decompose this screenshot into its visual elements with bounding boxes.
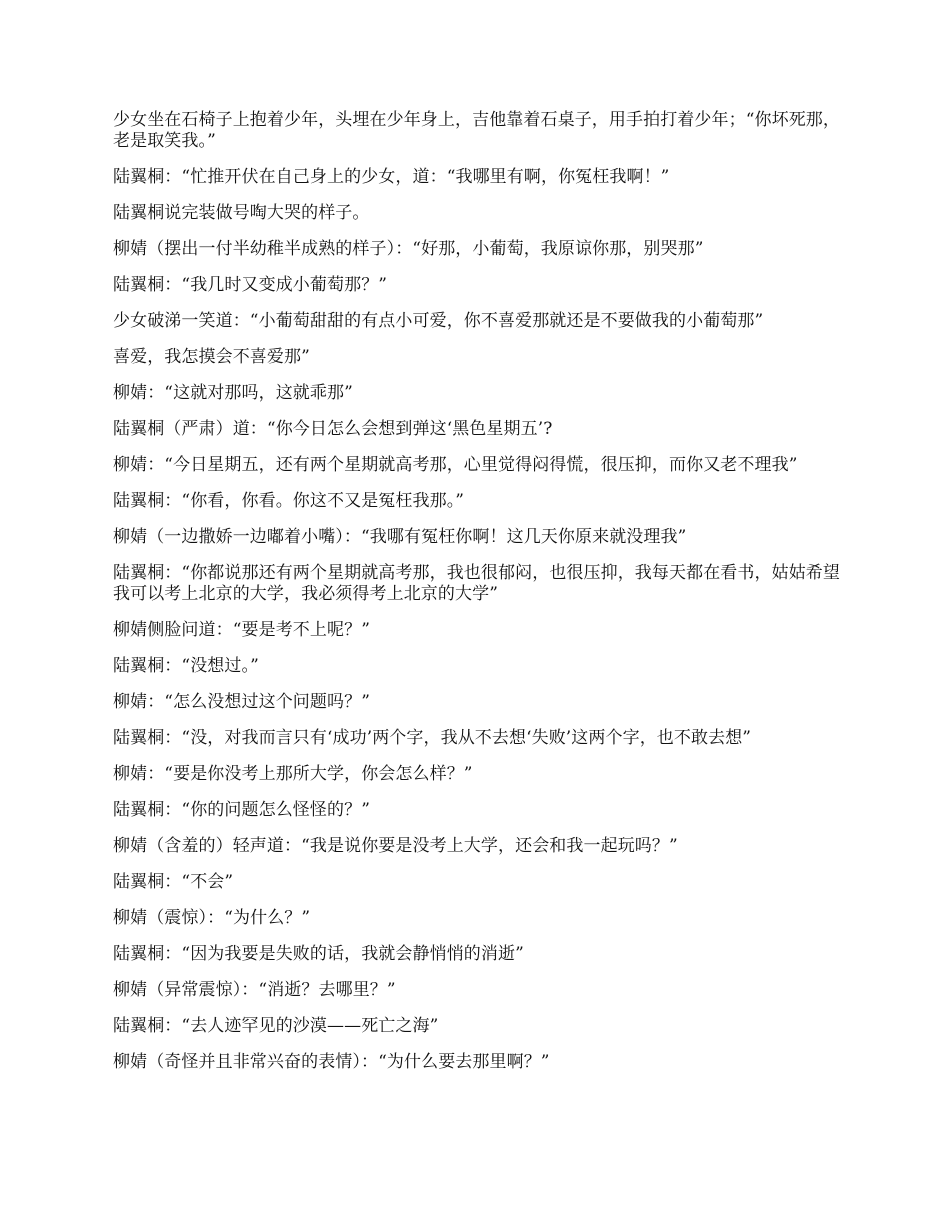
paragraph-17: 柳婧：“要是你没考上那所大学，你会怎么样？” bbox=[113, 764, 473, 784]
paragraph-12: 陆翼桐：“你都说那还有两个星期就高考那，我也很郁闷，也很压抑，我每天都在看书，姑姑希望我可以考上北京的大学，我必须得考上北京的大学” bbox=[113, 563, 840, 604]
paragraph-22: 陆翼桐：“因为我要是失败的话，我就会静悄悄的消逝” bbox=[113, 944, 524, 964]
paragraph-11: 柳婧（一边撒娇一边嘟着小嘴）：“我哪有冤枉你啊！这几天你原来就没理我” bbox=[113, 527, 687, 547]
paragraph-19: 柳婧（含羞的）轻声道：“我是说你要是没考上大学，还会和我一起玩吗？” bbox=[113, 836, 678, 856]
paragraph-6: 喜爱，我怎摸会不喜爱那” bbox=[113, 347, 310, 367]
paragraph-13: 柳婧侧脸问道：“要是考不上呢？” bbox=[113, 620, 370, 640]
paragraph-0: 少女坐在石椅子上抱着少年，头埋在少年身上，吉他靠着石桌子，用手拍打着少年；“你坏死那，老是取笑我。” bbox=[113, 110, 840, 151]
paragraph-8: 陆翼桐（严肃）道：“你今日怎么会想到弹这‘黑色星期五’? bbox=[113, 419, 553, 439]
paragraph-10: 陆翼桐：“你看，你看。你这不又是冤枉我那。” bbox=[113, 491, 465, 511]
paragraph-5: 少女破涕一笑道：“小葡萄甜甜的有点小可爱，你不喜爱那就还是不要做我的小葡萄那” bbox=[113, 311, 764, 331]
paragraph-7: 柳婧：“这就对那吗，这就乖那” bbox=[113, 383, 353, 403]
paragraph-20: 陆翼桐：“不会” bbox=[113, 872, 234, 892]
paragraph-16: 陆翼桐：“没，对我而言只有‘成功’两个字，我从不去想‘失败’这两个字，也不敢去想” bbox=[113, 728, 752, 748]
paragraph-14: 陆翼桐：“没想过。” bbox=[113, 656, 259, 676]
paragraph-18: 陆翼桐：“你的问题怎么怪怪的？” bbox=[113, 800, 370, 820]
paragraph-21: 柳婧（震惊）：“为什么？” bbox=[113, 908, 311, 928]
paragraph-25: 柳婧（奇怪并且非常兴奋的表情）：“为什么要去那里啊？” bbox=[113, 1052, 550, 1072]
paragraph-24: 陆翼桐：“去人迹罕见的沙漠——死亡之海” bbox=[113, 1016, 439, 1036]
paragraph-15: 柳婧：“怎么没想过这个问题吗？” bbox=[113, 692, 370, 712]
paragraph-2: 陆翼桐说完装做号啕大哭的样子。 bbox=[113, 203, 370, 223]
paragraph-3: 柳婧（摆出一付半幼稚半成熟的样子）：“好那，小葡萄，我原谅你那，别哭那” bbox=[113, 239, 704, 259]
paragraph-23: 柳婧（异常震惊）：“消逝？去哪里？” bbox=[113, 980, 396, 1000]
paragraph-4: 陆翼桐：“我几时又变成小葡萄那？” bbox=[113, 275, 388, 295]
document-body bbox=[113, 110, 840, 1073]
paragraph-9: 柳婧：“今日星期五，还有两个星期就高考那，心里觉得闷得慌，很压抑，而你又老不理我” bbox=[113, 455, 798, 475]
paragraph-1: 陆翼桐：“忙推开伏在自己身上的少女，道：“我哪里有啊，你冤枉我啊！” bbox=[113, 167, 670, 187]
